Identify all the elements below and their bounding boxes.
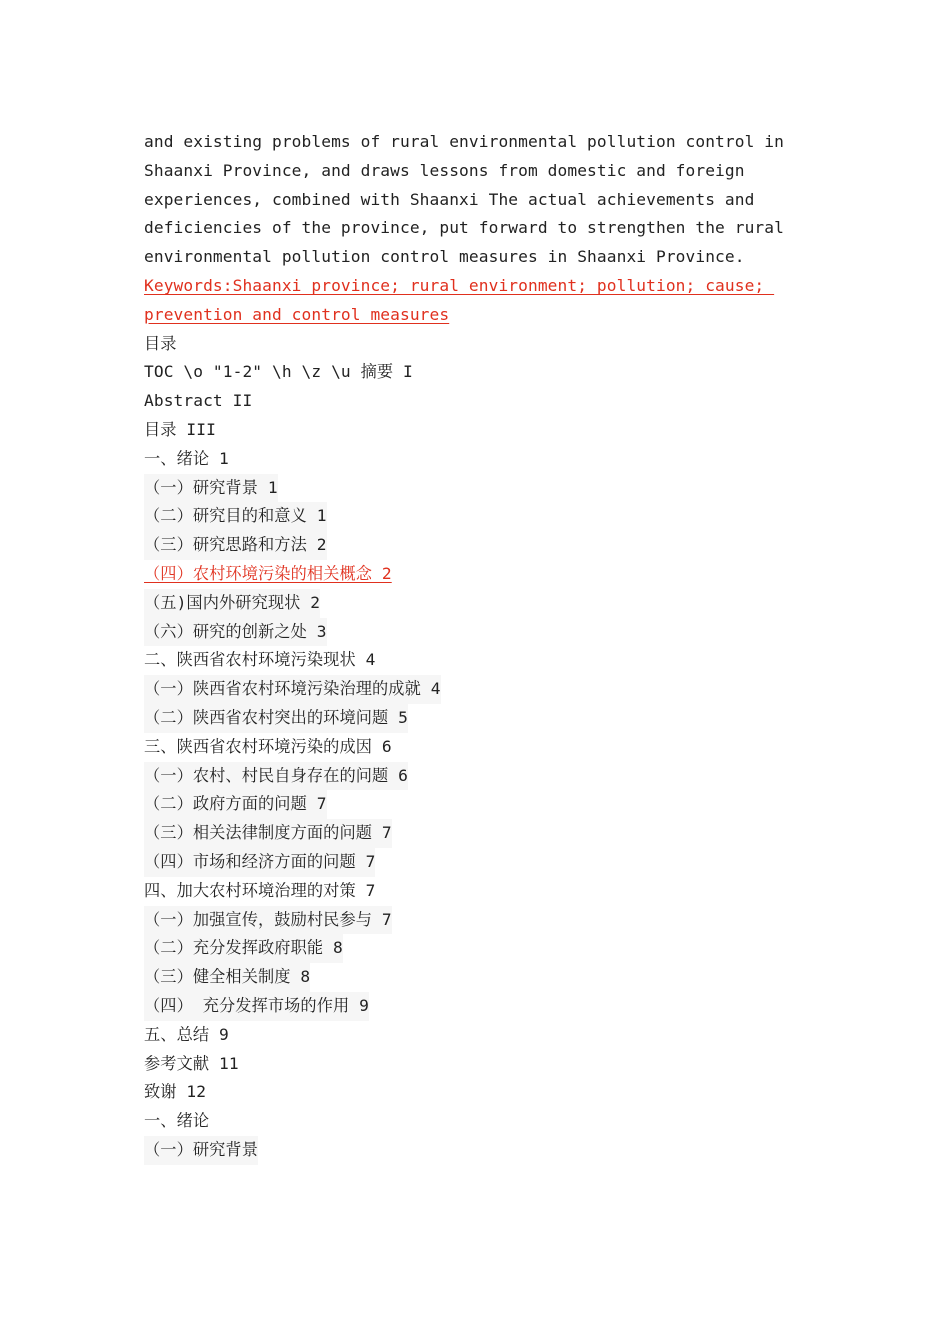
toc-heading: 目录 [144,333,177,353]
abstract-line: experiences, combined with Shaanxi The actual achievements and [144,189,755,209]
toc-entry-2-1[interactable]: （一）陕西省农村环境污染治理的成就 4 [144,675,441,704]
toc-entry-3-3[interactable]: （三）相关法律制度方面的问题 7 [144,819,392,848]
toc-entry-1-6[interactable]: （六）研究的创新之处 3 [144,618,327,647]
abstract-line: environmental pollution control measures in Shaanxi Province. [144,247,745,267]
toc-entry-4-4[interactable]: （四） 充分发挥市场的作用 9 [144,992,369,1021]
abstract-line: Shaanxi Province, and draws lessons from domestic and foreign [144,160,745,180]
keywords-line[interactable] [144,301,784,330]
section-heading: 一、绪论 [144,1111,210,1131]
abstract-line: deficiencies of the province, put forward to strengthen the rural [144,218,784,238]
toc-entry-chapter-2[interactable]: 二、陕西省农村环境污染现状 4 [144,650,376,670]
keywords-link[interactable]: prevention and control measures [144,304,450,324]
toc-entry-chapter-1[interactable]: 一、绪论 1 [144,448,229,468]
toc-entry-abstract[interactable]: Abstract II [144,391,253,411]
toc-entry-chapter-4[interactable]: 四、加大农村环境治理的对策 7 [144,880,376,900]
toc-entry-3-1[interactable]: （一）农村、村民自身存在的问题 6 [144,762,408,791]
toc-entry-4-1[interactable]: （一）加强宣传，鼓励村民参与 7 [144,906,392,935]
toc-entry-contents[interactable]: 目录 III [144,419,216,439]
toc-entry-1-1[interactable]: （一）研究背景 1 [144,474,278,503]
subsection-heading: （一）研究背景 [144,1136,258,1165]
toc-entry-acknowledgements[interactable]: 致谢 12 [144,1082,207,1102]
toc-entry-3-2[interactable]: （二）政府方面的问题 7 [144,790,327,819]
toc-entry-chapter-3[interactable]: 三、陕西省农村环境污染的成因 6 [144,736,392,756]
toc-entry-1-3[interactable]: （三）研究思路和方法 2 [144,531,327,560]
toc-entry-1-2[interactable]: （二）研究目的和意义 1 [144,502,327,531]
toc-entry-chapter-5[interactable]: 五、总结 9 [144,1024,229,1044]
keywords-link[interactable]: Keywords:Shaanxi province; rural environment; pollution; cause; [144,275,775,295]
keywords-line[interactable] [144,272,784,301]
toc-entry-1-4[interactable]: （四）农村环境污染的相关概念 2 [144,563,392,583]
toc-entry-2-2[interactable]: （二）陕西省农村突出的环境问题 5 [144,704,408,733]
toc-entry-3-4[interactable]: （四）市场和经济方面的问题 7 [144,848,375,877]
toc-entry-4-3[interactable]: （三）健全相关制度 8 [144,963,310,992]
document-page [144,128,784,1165]
toc-entry-references[interactable]: 参考文献 11 [144,1053,239,1073]
toc-entry-4-2[interactable]: （二）充分发挥政府职能 8 [144,934,343,963]
abstract-line: and existing problems of rural environmental pollution control in [144,132,784,151]
toc-entry-1-5[interactable]: （五)国内外研究现状 2 [144,589,320,618]
toc-field-code: TOC \o "1-2" \h \z \u 摘要 I [144,362,413,382]
